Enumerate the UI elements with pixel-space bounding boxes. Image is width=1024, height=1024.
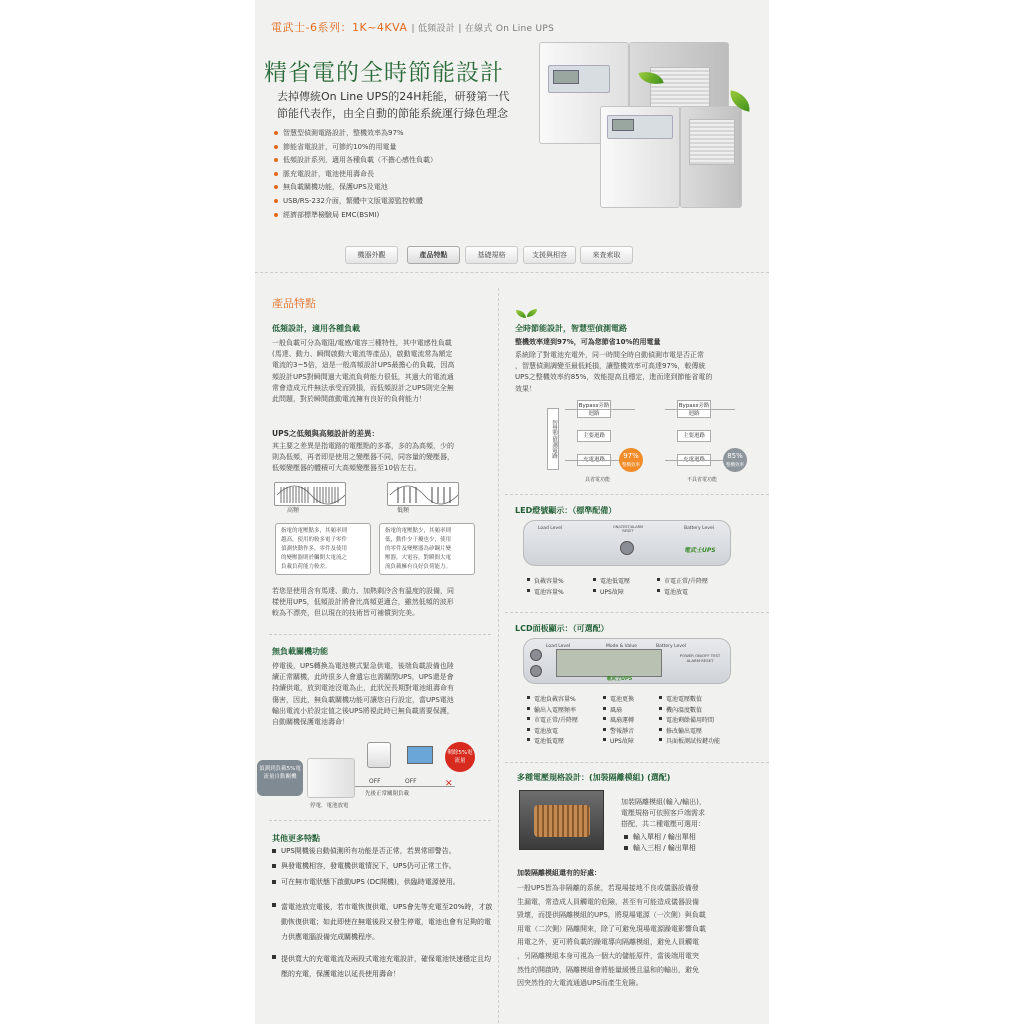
list-item: 電池負載容量% [527,694,576,703]
bypass-box: Bypass旁路迴路 [677,400,711,418]
list-item: 脈充電設計，電池使用壽命長 [273,168,573,182]
list-item: 電池容量% [527,587,564,596]
efficiency-diagram-saving [547,396,647,484]
iso-body: 一般UPS皆為非隔離的系統，若現場接地不良或儀器設備發 生漏電，常造成人員觸電的危險，甚至有可能造成儀器設備 毀壞，而提供隔離模組的UPS，將現場電源（一次側）與負載 用電（二次側）隔離開來，除了可避免現場電源躁電影響負載 用電之外，更可將負載的躁電導向隔離模組，避免人員觸電 ，另隔離模組本身可視為一個大的儲能原件，當後端用電突 然性的開啟時，隔離模組會將能量緩慢且溫和的輸出，避免 因突然性的大電流通過UPS而產生危險。 [517,884,706,988]
panel-label: Mode & Value [606,644,637,649]
list-item: 經濟部標準檢驗局 EMC(BSMI) [273,209,573,223]
high-freq-note: 指電的電壓點多，其頻率則 越高，使用的較多電子零件 偵測快動作多，零件及使用 的變壓器則於觸開大電流之 負載負荷能力較差。 [275,523,371,575]
monitor-icon [367,742,391,768]
outage-caption: 停電．電池放電 [310,803,349,809]
leaf-icon [527,309,537,317]
panel-label: Load Level [546,644,571,649]
low-freq-body: 一般負載可分為電阻/電感/電容三種特性，其中電感性負載 (馬達、動力、瞬間啟動大電流等產品)，啟動電流常為額定 電流的3~5倍，這是一般高頻設計UPS最擔心的負載，因高 頻設計UPS對瞬間過大電流負荷能力很低，其過大的電流通 常會造成元件無法承受而毀損，而低頻設計之UPS則完全無 此問題，對於瞬間啟動電流擁有良好的負荷能力！ [272,339,455,404]
lcd-screen [556,649,662,677]
low-freq-label: 低頻 [397,507,410,514]
list-item: 電池更換 [603,694,634,703]
series-subtitle: | 低頻設計 | 在線式 On Line UPS [411,24,555,34]
led-heading: LED燈號顯示：（標準配備） [515,506,617,515]
main-box: 主要迴路 [577,430,611,442]
list-item: UPS故障 [593,587,624,596]
list-item: 電池放電 [657,587,688,596]
tab-specs[interactable]: 基礎規格 [465,246,518,264]
alert-circle: 剩餘5%電流量 [445,742,475,772]
list-item: 電池低電壓 [593,576,630,585]
divider [269,820,491,821]
iso-heading: 多種電壓規格設計：(加裝隔離模組) (選配) [517,773,671,782]
list-item: 無負載關機功能，保護UPS及電池 [273,181,573,195]
list-item: 低頻設計系列，適用各種負載（不擔心感性負載） [273,154,573,168]
list-item: 修改輸出電壓 [659,726,702,735]
transformer-image [519,790,604,850]
list-item: UPS故障 [603,736,634,745]
feature-list [273,127,573,222]
off-label-1: OFF [369,778,381,785]
panel-label: POWER ON/OFF TEST ALARM RESET [679,653,721,663]
list-item: 輸入三相 / 輸出單相 [623,843,759,854]
ups-unit-front-image [600,106,680,208]
stop-mark: ✕ [445,779,453,789]
diff-heading: UPS之低頻與高頻設計的差異： [272,429,379,438]
tab-support[interactable]: 支援與相容 [523,246,576,264]
energy-heading: 全時節能設計，智慧型偵測電路 [515,324,627,333]
list-item: 電池剩餘備用時間 [659,715,714,724]
tab-features[interactable]: 產品特點 [407,246,460,264]
high-freq-waveform [274,482,346,506]
list-item: 可在無市電狀態下啟動UPS (DC開機)，供臨時電源使用。 [271,877,496,888]
list-item: 風扇運轉 [603,715,634,724]
detect-circuit-box: 智慧型偵測電路 [547,408,559,470]
list-item: 輸出入電壓頻率 [527,705,576,714]
list-item: 與發電機相容，發電機供電情況下，UPS仍可正常工作。 [271,861,496,872]
high-freq-label: 高頻 [287,507,300,514]
lcd-heading: LCD面板顯示：（可選配） [515,624,609,633]
list-item: 具面板測試按鍵功能 [659,736,720,745]
off-label-2: OFF [405,778,417,785]
series-title: 電武士-6系列：1K~4KVA | 低頻設計 | 在線式 On Line UPS [271,21,555,34]
diff-body: 其主要之差異是指電路的電壓點的多寡，多的為高頻，少的 則為低頻，再者即是使用之變壓器不同，同容量的變壓器， 低頻變壓器的體積可大高頻變壓器至10倍左右。 [272,442,454,473]
no-load-body: 停電後，UPS轉換為電池模式緊急供電，後端負載設備也陸 續正常關機，此時很多人會遺忘也需關閉UPS，UPS還是會 持續供電，放到電池沒電為止，此狀況長期對電池組壽命有 傷害，因此，無負載關機功能可讓您自行設定，當UPS電池 輸出電流小於設定值之後UPS將視此時已無負載需要保護， 自動關機保護電池壽命！ [272,662,454,727]
low-freq-tail: 若您是使用含有馬達、動力、加熱剩冷含有溫度的設備，同 樣使用UPS，低頻設計將會比高頻更適合，雖然低頻的波形 較為不漂亮，但以現在的技術皆可補償到完美。 [272,587,454,618]
diagram-caption: 不具省電功能 [687,477,718,483]
divider [505,494,769,495]
no-load-heading: 無負載關機功能 [272,647,328,656]
list-item: 市電正常/升降壓 [657,576,708,585]
diagram-caption: 具省電功能 [585,477,611,483]
efficiency-diagram-normal [659,396,759,484]
list-item: 輸入單相 / 輸出單相 [623,832,759,843]
list-item: 節能省電設計，可節約10%的用電量 [273,141,573,155]
brand-logo: 電武士UPS [606,676,633,682]
panel-label: Battery Level [656,644,686,649]
column-divider [498,288,499,1023]
ups-unit-front-right-image [680,106,742,208]
tab-bar [345,246,645,266]
more-heading: 其他更多特點 [272,834,320,843]
charge-box: 充電迴路 [577,454,611,466]
energy-sub: 整機效率達到97%，可為您節省10%的用電量 [515,338,661,346]
divider [269,634,491,635]
divider [255,272,769,273]
bypass-box: Bypass旁路迴路 [577,400,611,418]
panel-button [530,649,542,661]
list-item: UPS開機後自動偵測所有功能是否正常，若異常即警告。 [271,846,496,857]
figure-caption: 先後正常關閉負載 [365,791,410,797]
connector-line [355,786,455,787]
list-item: 風扇 [603,705,622,714]
divider [505,612,769,613]
list-item: 機內溫度數值 [659,705,702,714]
main-box: 主要迴路 [677,430,711,442]
low-freq-note: 指電的電壓點少，其頻率則 低，動作少干擾也少，使用 的零件及變壓器為矽鋼片變 壓器，大電容，對瞬間大電 流負載擁有良好負荷能力。 [379,523,475,575]
tab-appearance[interactable]: 機器外觀 [345,246,398,264]
list-item: USB/RS-232介面，繁體中文版電源監控軟體 [273,195,573,209]
no-load-badge: 偵測到負載5%電流量自動關機 [257,760,303,796]
list-item: 電池電壓數值 [659,694,702,703]
panel-button [620,541,634,555]
laptop-icon [407,746,433,764]
brand-logo: 電武士UPS [684,547,716,554]
panel-label: ON/LTEST/ALARM RESET [612,525,644,533]
intro-text: 去掉傳統On Line UPS的24H耗能，研發第一代 節能代表作，由全自動的節能系統運行綠色理念 [277,90,510,120]
lcd-items [527,694,757,750]
panel-button [530,665,542,677]
section-title: 產品特點 [272,297,316,310]
slogan: 精省電的全時節能設計 [264,60,504,86]
product-page [255,0,769,1024]
more-list [271,846,496,982]
efficiency-badge: 85% 整機效率 [723,448,747,472]
panel-label: Load Level [538,526,563,531]
panel-label: Battery Level [684,526,714,531]
tab-inquiry[interactable]: 來查索取 [580,246,633,264]
list-item: 智慧型偵測電路設計，整機效率為97% [273,127,573,141]
efficiency-badge: 97% 整機效率 [619,448,643,472]
low-freq-waveform [387,482,459,506]
ups-small-image [307,758,355,798]
iso-sub: 加裝隔離模組還有的好處： [517,869,601,877]
low-freq-heading: 低頻設計，適用各種負載 [272,324,360,333]
list-item: 電池放電 [527,726,558,735]
iso-items [623,832,759,855]
list-item: 市電正常/升降壓 [527,715,578,724]
list-item: 當電池放完電後，若市電恢復供電，UPS會先等充電至20%時，才啟動恢復供電；如此即使在無電後段又發生停電，電池也會有足夠的電力供應電腦設備完成關機程序。 [271,900,496,945]
charge-box: 充電迴路 [677,454,711,466]
list-item: 負載容量% [527,576,564,585]
lcd-panel-image [523,638,731,684]
list-item: 警報靜音 [603,726,634,735]
iso-intro: 加裝隔離模組(輸入/輸出)， 電壓規格可依照客戶端需求 搭配，共二種電壓可選用： [621,798,706,829]
list-item: 電池低電壓 [527,736,564,745]
divider [505,762,769,763]
list-item: 提供寬大的充電電流及兩段式電池充電設計，確保電池快速穩定且均壓的充電，保護電池以延長使用壽命！ [271,952,496,982]
energy-body: 系統除了對電池充電外，同一時間全時自動偵測市電是否正常 ，智慧偵測調變至最低耗損，讓整機效率可高達97%，較傳統 UPS之整機效率約85%，效能提高且穩定，進而達到節能省電的 效果！ [515,351,713,393]
leaf-icon [516,310,526,318]
led-panel-image [523,520,731,566]
led-items [527,576,757,600]
